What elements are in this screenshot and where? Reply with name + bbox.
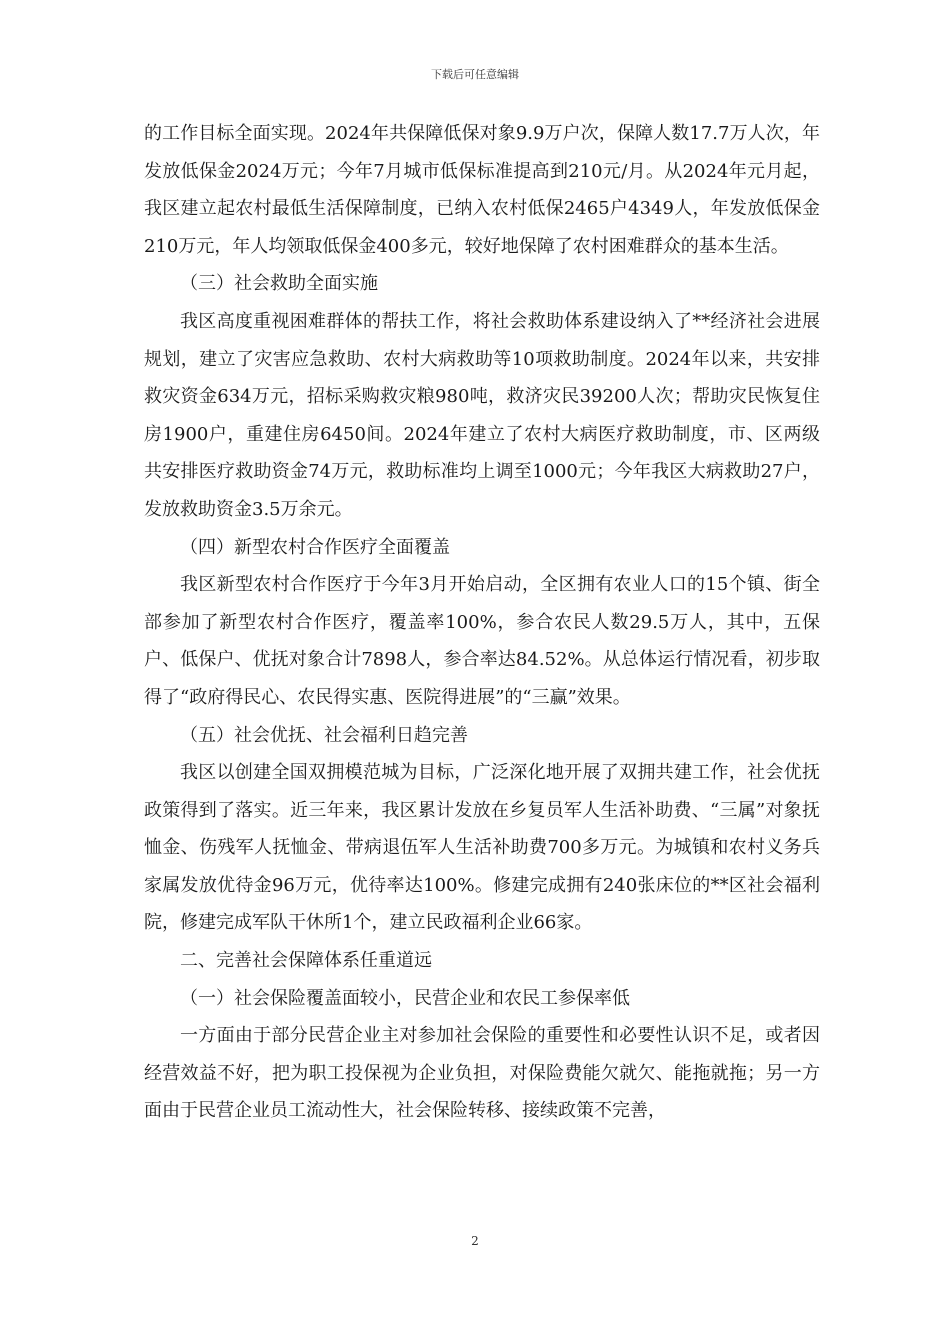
paragraph: 我区以创建全国双拥模范城为目标，广泛深化地开展了双拥共建工作，社会优抚政策得到了落实。近三年来，我区累计发放在乡复员军人生活补助费、“三属”对象抚恤金、伤残军人抚恤金、带病退伍军人生活补助费700多万元。为城镇和农村义务兵家属发放优待金96万元，优待率达100%。修建完成拥有240张床位的**区社会福利院，修建完成军队干休所1个，建立民政福利企业66家。 xyxy=(144,762,820,934)
paragraph: 我区高度重视困难群体的帮扶工作，将社会救助体系建设纳入了**经济社会进展规划，建立了灾害应急救助、农村大病救助等10项救助制度。2024年以来，共安排救灾资金634万元，招标采购救灾粮980吨，救济灾民39200人次；帮助灾民恢复住房1900户，重建住房6450间。2024年建立了农村大病医疗救助制度，市、区两级共安排医疗救助资金74万元，救助标准均上调至1000元；今年我区大病救助27户，发放救助资金3.5万余元。 xyxy=(144,310,820,520)
chapter-heading: 二、完善社会保障体系任重道远 xyxy=(180,950,432,972)
page-number: 2 xyxy=(471,1234,479,1248)
section-heading: （五）社会优抚、社会福利日趋完善 xyxy=(180,724,468,746)
section-heading: （三）社会救助全面实施 xyxy=(180,273,378,295)
document-body xyxy=(144,115,820,1130)
paragraph: 我区新型农村合作医疗于今年3月开始启动，全区拥有农业人口的15个镇、街全部参加了新型农村合作医疗，覆盖率100%，参合农民人数29.5万人，其中，五保户、低保户、优抚对象合计7898人，参合率达84.52%。从总体运行情况看，初步取得了“政府得民心、农民得实惠、医院得进展”的“三赢”效果。 xyxy=(144,574,820,708)
page-header: 下载后可任意编辑 xyxy=(431,68,519,81)
section-heading: （一）社会保险覆盖面较小，民营企业和农民工参保率低 xyxy=(180,987,630,1009)
paragraph: 一方面由于部分民营企业主对参加社会保险的重要性和必要性认识不足，或者因经营效益不好，把为职工投保视为企业负担，对保险费能欠就欠、能拖就拖；另一方面由于民营企业员工流动性大，社会保险转移、接续政策不完善， xyxy=(144,1025,820,1122)
section-heading: （四）新型农村合作医疗全面覆盖 xyxy=(180,536,450,558)
paragraph-continued: 的工作目标全面实现。2024年共保障低保对象9.9万户次，保障人数17.7万人次，年发放低保金2024万元；今年7月城市低保标准提高到210元/月。从2024年元月起，我区建立起农村最低生活保障制度，已纳入农村低保2465户4349人，年发放低保金210万元，年人均领取低保金400多元，较好地保障了农村困难群众的基本生活。 xyxy=(144,123,820,257)
